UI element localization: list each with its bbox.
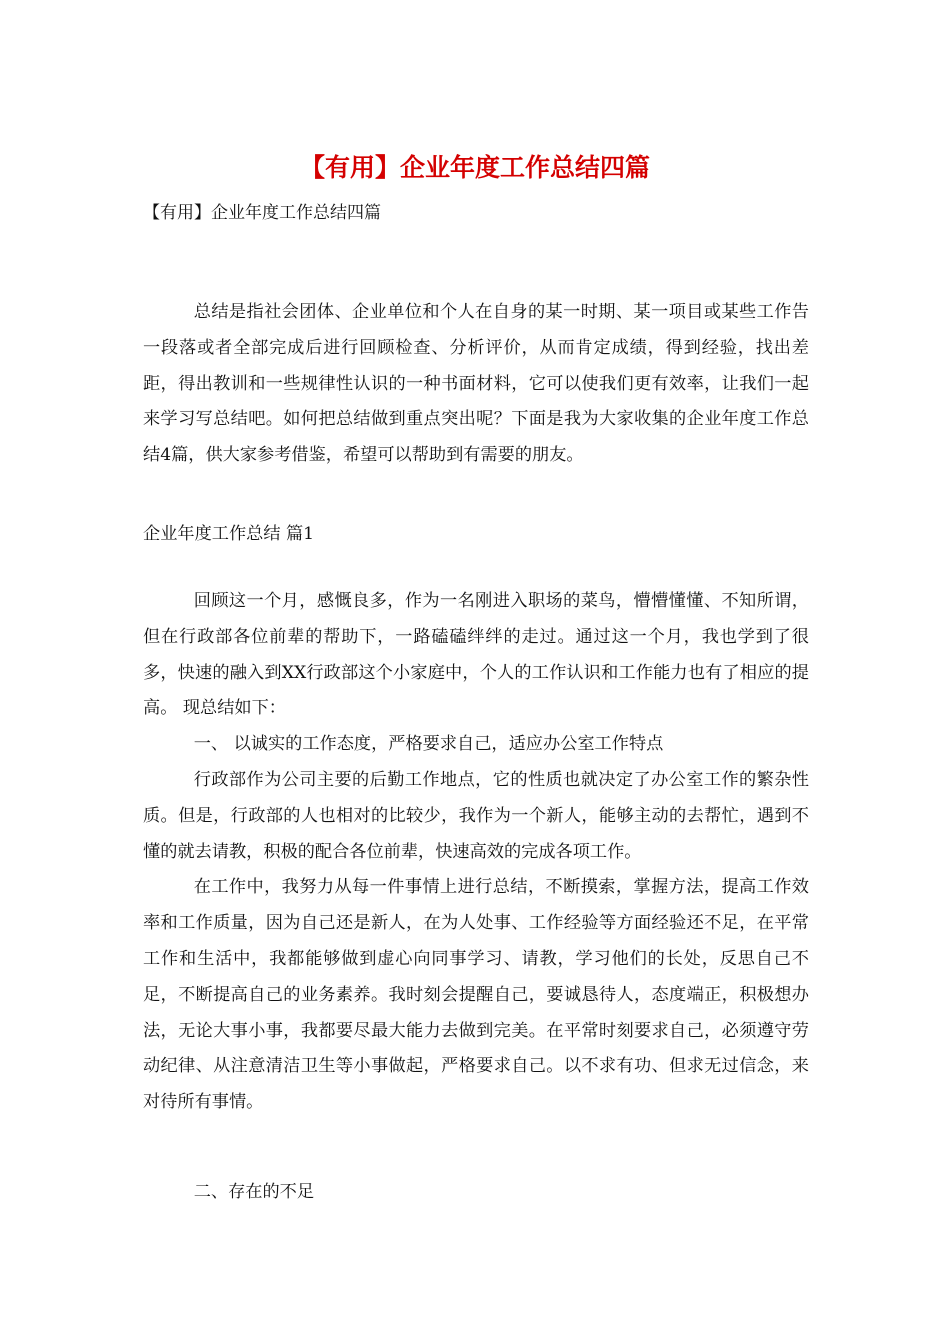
intro-paragraph: 总结是指社会团体、企业单位和个人在自身的某一时期、某一项目或某些工作告一段落或者全部完成后进行回顾检查、分析评价，从而肯定成绩，得到经验，找出差距，得出教训和一些规律性认识的一种书面材料，它可以使我们更有效率，让我们一起来学习写总结吧。如何把总结做到重点突出呢？下面是我为大家收集的企业年度工作总结4篇，供大家参考借鉴，希望可以帮助到有需要的朋友。	[143, 302, 809, 466]
section-heading: 企业年度工作总结 篇1	[143, 524, 315, 544]
document-title: 【有用】企业年度工作总结四篇	[299, 153, 650, 182]
intro-section	[143, 295, 809, 474]
body-paragraph: 在工作中，我努力从每一件事情上进行总结，不断摸索，掌握方法，提高工作效率和工作质量，因为自己还是新人，在为人处事、工作经验等方面经验还不足，在平常工作和生活中，我都能够做到虚心向同事学习、请教，学习他们的长处，反思自己不足，不断提高自己的业务素养。我时刻会提醒自己，要诚恳待人，态度端正，积极想办法，无论大事小事，我都要尽最大能力去做到完美。在平常时刻要求自己，必须遵守劳动纪律、从注意清洁卫生等小事做起，严格要求自己。以不求有功、但求无过信念，来对待所有事情。	[143, 877, 809, 1113]
numbered-heading: 二、存在的不足	[193, 1182, 315, 1202]
numbered-heading: 一、 以诚实的工作态度，严格要求自己，适应办公室工作特点	[193, 734, 664, 755]
body-paragraph: 回顾这一个月，感慨良多，作为一名刚进入职场的菜鸟，懵懵懂懂、不知所谓，但在行政部各位前辈的帮助下，一路磕磕绊绊的走过。通过这一个月，我也学到了很多，快速的融入到XX行政部这个小家庭中，个人的工作认识和工作能力也有了相应的提高。 现总结如下：	[143, 591, 809, 719]
document-subtitle: 【有用】企业年度工作总结四篇	[143, 203, 381, 223]
body-paragraph: 行政部作为公司主要的后勤工作地点，它的性质也就决定了办公室工作的繁杂性质。但是，行政部的人也相对的比较少，我作为一个新人，能够主动的去帮忙，遇到不懂的就去请教，积极的配合各位前辈，快速高效的完成各项工作。	[143, 769, 809, 862]
section-body	[143, 584, 809, 1121]
